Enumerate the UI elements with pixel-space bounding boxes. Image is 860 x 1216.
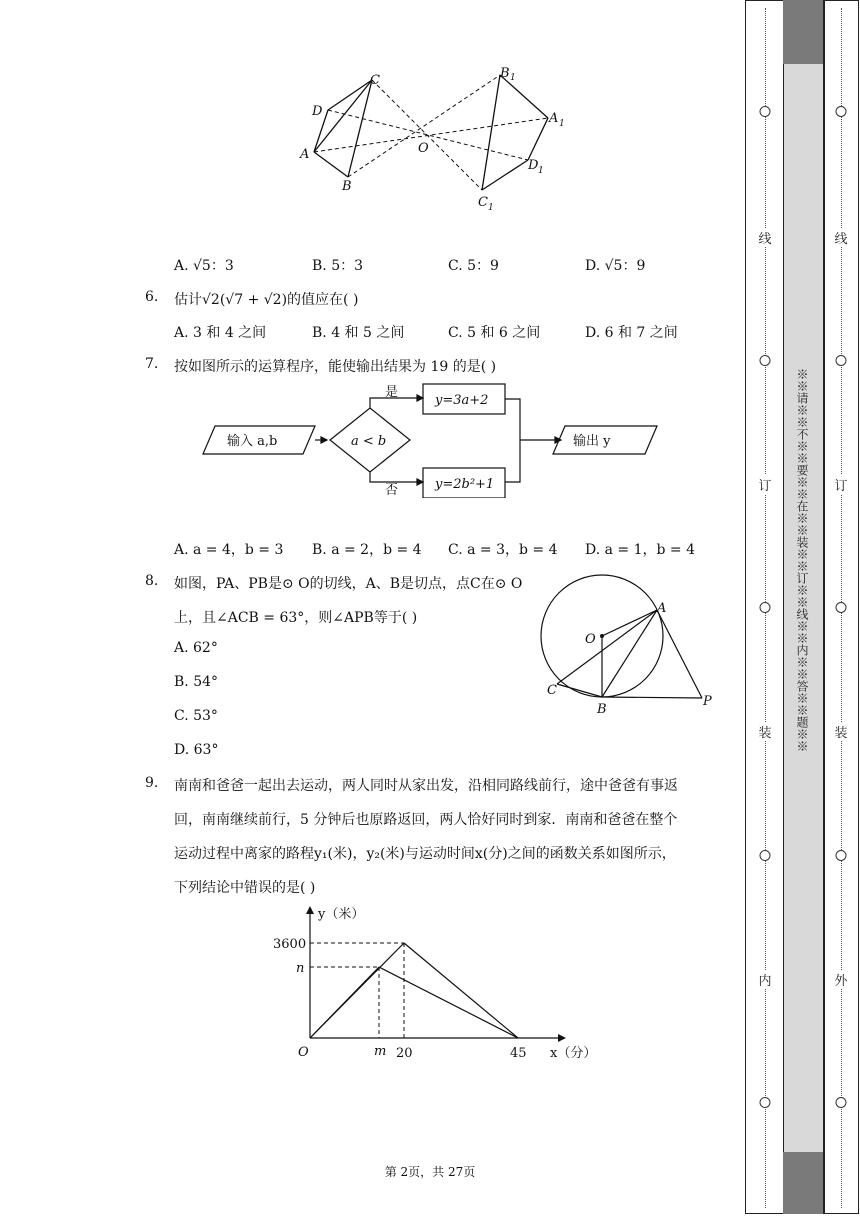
q7-condition-label: a < b [351, 434, 387, 449]
q8-label-B: B [597, 702, 607, 717]
q5-option-a[interactable]: A. √5：3 [174, 258, 234, 274]
inner-mark-zhuang: 装 [758, 722, 771, 741]
q7-yes-formula: y=3a+2 [435, 393, 489, 408]
q7-input-label: 输入 a,b [227, 434, 278, 449]
q7-no-formula: y=2b²+1 [435, 477, 495, 492]
q8-option-d[interactable]: D. 63° [174, 742, 219, 758]
q5-label-D1: D [528, 158, 539, 173]
q5-label-D: D [312, 104, 323, 119]
q7-stem: 按如图所示的运算程序，能使输出结果为 19 的是( ) [174, 359, 497, 375]
q8-option-a[interactable]: A. 62° [174, 640, 218, 656]
q8-option-b[interactable]: B. 54° [174, 674, 219, 690]
q8-stem-line1: 如图，PA、PB是⊙ O的切线，A、B是切点，点C在⊙ O [174, 576, 523, 592]
q7-option-c[interactable]: C. a = 3，b = 4 [448, 542, 558, 558]
q9-graph [270, 900, 600, 1065]
outer-mark-ding: 订 [834, 475, 847, 494]
q9-ytick-3600: 3600 [273, 937, 307, 952]
q5-option-d[interactable]: D. √5：9 [585, 258, 646, 274]
page-footer: 第 2页，共 27页 [384, 1165, 476, 1179]
q9-origin: O [298, 1045, 309, 1060]
q5-label-B1: B [500, 66, 510, 81]
q5-label-O: O [418, 141, 429, 156]
q9-xlabel: x（分） [550, 1046, 597, 1061]
q6-option-d[interactable]: D. 6 和 7 之间 [585, 325, 678, 341]
q5-label-C1: C [478, 195, 488, 210]
q5-option-c[interactable]: C. 5：9 [448, 258, 499, 274]
q8-label-C: C [547, 683, 557, 698]
q9-line-3: 运动过程中离家的路程y₁(米)，y₂(米)与运动时间x(分)之间的函数关系如图所示， [174, 846, 676, 862]
q5-figure [290, 60, 580, 220]
q6-option-a[interactable]: A. 3 和 4 之间 [174, 325, 267, 341]
q6-number: 6. [145, 289, 159, 305]
q5-label-A1: A [549, 111, 559, 126]
q8-stem-line2: 上，且∠ACB = 63°，则∠APB等于( ) [174, 610, 418, 626]
svg-text:1: 1 [510, 73, 516, 83]
q9-line-2: 回，南南继续前行，5 分钟后也原路返回，两人恰好同时到家．南南和爸爸在整个 [174, 812, 678, 828]
q7-no-label: 否 [385, 483, 399, 498]
q7-yes-label: 是 [385, 385, 399, 400]
inner-mark-nei: 内 [758, 970, 771, 989]
q9-number: 9. [145, 775, 159, 791]
outer-mark-zhuang: 装 [834, 722, 847, 741]
q8-number: 8. [145, 573, 159, 589]
binding-sidebar [745, 0, 860, 1216]
outer-mark-xian: 线 [834, 228, 847, 247]
q5-label-C: C [370, 73, 380, 88]
q5-label-A: A [300, 147, 310, 162]
q8-label-O: O [585, 632, 596, 647]
q8-label-P: P [703, 694, 712, 709]
q9-line-4: 下列结论中错误的是( ) [174, 880, 316, 896]
q7-flowchart [195, 378, 665, 498]
q6-option-b[interactable]: B. 4 和 5 之间 [312, 325, 405, 341]
q5-label-B: B [342, 179, 352, 194]
q9-xtick-m: m [374, 1044, 387, 1059]
q7-number: 7. [145, 356, 159, 372]
q7-option-d[interactable]: D. a = 1，b = 4 [585, 542, 696, 558]
q7-option-a[interactable]: A. a = 4，b = 3 [174, 542, 284, 558]
q6-option-c[interactable]: C. 5 和 6 之间 [448, 325, 541, 341]
q9-line-1: 南南和爸爸一起出去运动，两人同时从家出发，沿相同路线前行，途中爸爸有事返 [174, 778, 678, 794]
q9-ytick-n: n [296, 961, 305, 976]
q9-ylabel: y（米） [318, 907, 365, 922]
q7-output-label: 输出 y [573, 434, 611, 449]
svg-text:1: 1 [488, 203, 494, 213]
q5-option-b[interactable]: B. 5：3 [312, 258, 364, 274]
q6-stem: 估计√2(√7 + √2)的值应在( ) [174, 292, 359, 308]
no-answer-notice: ※※请※※不※※要※※在※※装※※订※※线※※内※※答※※题※※ [795, 368, 809, 752]
outer-mark-wai: 外 [834, 970, 847, 989]
inner-mark-ding: 订 [758, 475, 771, 494]
q7-option-b[interactable]: B. a = 2，b = 4 [312, 542, 422, 558]
svg-text:1: 1 [559, 119, 565, 129]
q8-option-c[interactable]: C. 53° [174, 708, 218, 724]
svg-text:1: 1 [538, 166, 544, 176]
inner-mark-xian: 线 [758, 228, 771, 247]
q8-label-A: A [657, 601, 667, 616]
q9-xtick-20: 20 [396, 1046, 413, 1061]
q9-xtick-45: 45 [510, 1046, 527, 1061]
q8-figure [535, 568, 720, 720]
